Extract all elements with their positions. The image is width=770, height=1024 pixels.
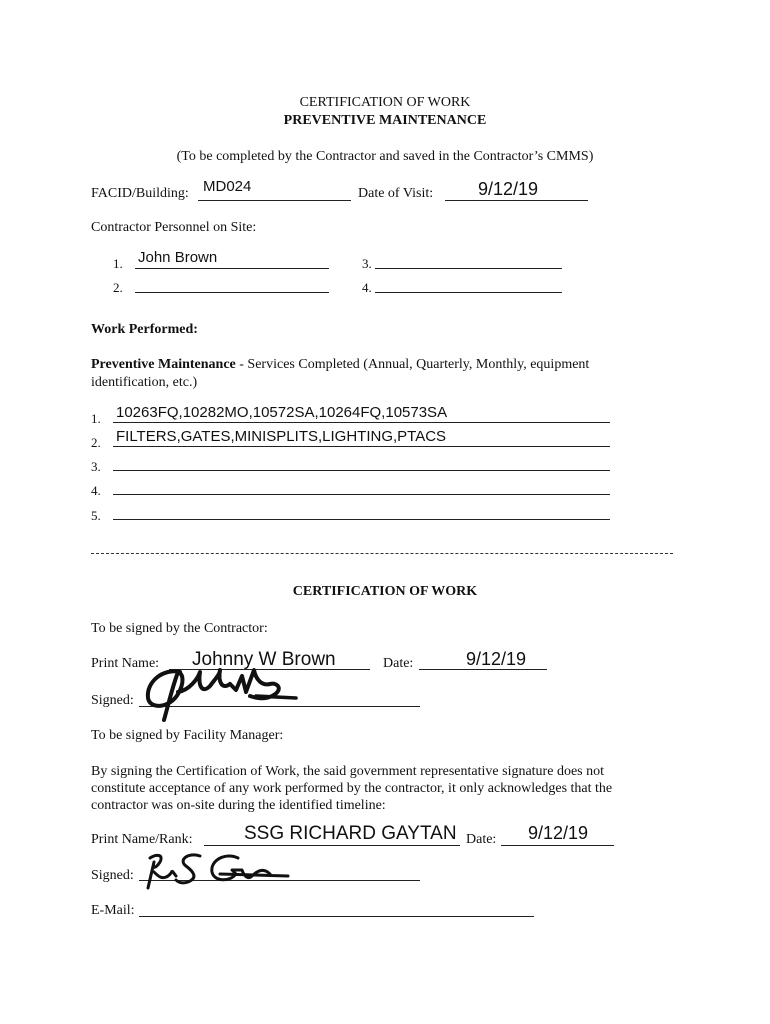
work-item-number: 3.: [91, 459, 101, 474]
work-item-line: [113, 422, 610, 423]
fm-date-value[interactable]: 9/12/19: [528, 823, 589, 843]
fm-sign-label: To be signed by Facility Manager:: [91, 728, 284, 743]
personnel-1-value[interactable]: John Brown: [138, 249, 218, 266]
print-rank-value[interactable]: SSG RICHARD GAYTAN: [244, 823, 457, 844]
personnel-number: 1.: [113, 256, 123, 271]
form-title: CERTIFICATION OF WORK: [299, 95, 471, 110]
work-item-number: 1.: [91, 411, 101, 426]
personnel-number: 4.: [362, 280, 372, 295]
disclaimer-line-2: constitute acceptance of any work performed by the contractor, it only acknowledges that the: [91, 781, 613, 796]
date-of-visit-line: [445, 200, 588, 201]
work-heading: Work Performed:: [91, 322, 198, 337]
print-name-label: Print Name:: [91, 656, 160, 671]
personnel-number: 2.: [113, 280, 123, 295]
work-item-line: [113, 494, 610, 495]
contractor-date-value[interactable]: 9/12/19: [466, 649, 527, 669]
work-item-2-value[interactable]: FILTERS,GATES,MINISPLITS,LIGHTING,PTACS: [116, 428, 447, 445]
facid-label: FACID/Building:: [91, 186, 189, 201]
pm-description: [91, 357, 589, 373]
contractor-signed-label: Signed:: [91, 693, 134, 708]
disclaimer-line-3: contractor was on-site during the identified timeline:: [91, 798, 386, 813]
work-item-line: [113, 519, 610, 520]
email-line: [139, 916, 534, 917]
facid-value[interactable]: MD024: [203, 178, 252, 195]
fm-date-line: [501, 845, 614, 846]
certification-heading: CERTIFICATION OF WORK: [292, 584, 478, 599]
contractor-sign-label: To be signed by the Contractor:: [91, 621, 268, 636]
pm-rest: - Services Completed (Annual, Quarterly, Monthly, equipment: [235, 357, 590, 372]
personnel-number: 3.: [362, 256, 372, 271]
date-of-visit-label: Date of Visit:: [358, 186, 434, 201]
pm-description-line2: identification, etc.): [91, 375, 198, 390]
work-item-1-value[interactable]: 10263FQ,10282MO,10572SA,10264FQ,10573SA: [116, 404, 448, 421]
pm-bold: Preventive Maintenance: [91, 357, 236, 372]
facid-line: [198, 200, 351, 201]
section-divider: [91, 553, 673, 554]
work-item-number: 5.: [91, 508, 101, 523]
personnel-line: [135, 292, 329, 293]
print-name-value[interactable]: Johnny W Brown: [192, 649, 336, 670]
work-item-line: [113, 470, 610, 471]
form-instruction: (To be completed by the Contractor and saved in the Contractor’s CMMS): [176, 149, 594, 164]
personnel-line: [135, 268, 329, 269]
fm-signed-label: Signed:: [91, 868, 134, 883]
work-item-line: [113, 446, 610, 447]
personnel-line: [375, 268, 562, 269]
fm-date-label: Date:: [466, 832, 497, 847]
personnel-label: Contractor Personnel on Site:: [91, 220, 257, 235]
email-label: E-Mail:: [91, 903, 135, 918]
contractor-date-label: Date:: [383, 656, 414, 671]
print-rank-label: Print Name/Rank:: [91, 832, 193, 847]
work-item-number: 2.: [91, 435, 101, 450]
work-item-number: 4.: [91, 483, 101, 498]
date-of-visit-value[interactable]: 9/12/19: [478, 179, 539, 199]
contractor-signature-icon: [138, 660, 308, 726]
disclaimer-line-1: By signing the Certification of Work, the said government representative signature does not: [91, 764, 604, 779]
form-subtitle: PREVENTIVE MAINTENANCE: [283, 113, 487, 128]
personnel-line: [375, 292, 562, 293]
fm-signature-icon: [140, 846, 300, 892]
